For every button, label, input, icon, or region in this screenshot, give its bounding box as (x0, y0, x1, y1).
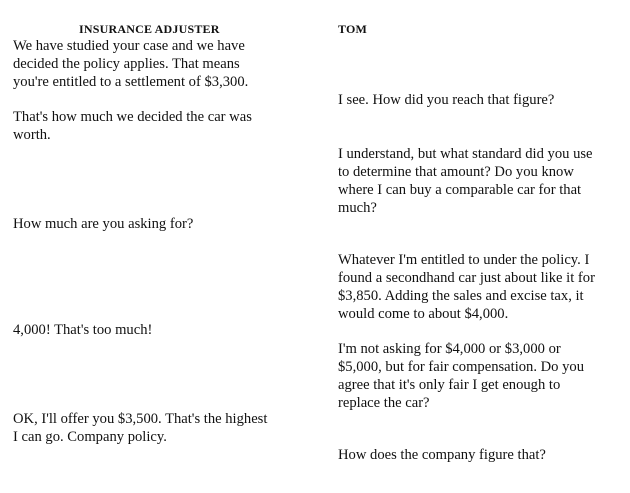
adjuster-line: decided the policy applies. That means (13, 56, 240, 72)
tom-line: agree that it's only fair I get enough to (338, 377, 561, 393)
tom-line: How does the company figure that? (338, 447, 546, 463)
tom-line: found a secondhand car just about like it for (338, 270, 595, 286)
tom-line: $3,850. Adding the sales and excise tax, it (338, 288, 584, 304)
adjuster-line: 4,000! That's too much! (13, 322, 153, 338)
adjuster-line: That's how much we decided the car was (13, 109, 252, 125)
tom-line: Whatever I'm entitled to under the policy. I (338, 252, 590, 268)
adjuster-column-header: INSURANCE ADJUSTER (79, 22, 220, 36)
tom-line: replace the car? (338, 395, 430, 411)
adjuster-line: worth. (13, 127, 51, 143)
adjuster-line: We have studied your case and we have (13, 38, 245, 54)
tom-column-header: TOM (338, 22, 368, 36)
tom-line: I understand, but what standard did you use (338, 146, 593, 162)
tom-line: $5,000, but for fair compensation. Do you (338, 359, 585, 375)
adjuster-line: you're entitled to a settlement of $3,300. (13, 74, 249, 90)
adjuster-line: I can go. Company policy. (13, 429, 167, 445)
tom-line: would come to about $4,000. (338, 306, 509, 322)
tom-line: to determine that amount? Do you know (338, 164, 574, 180)
tom-line: much? (338, 200, 377, 216)
adjuster-line: How much are you asking for? (13, 216, 194, 232)
adjuster-line: OK, I'll offer you $3,500. That's the highest (13, 411, 268, 427)
tom-line: I'm not asking for $4,000 or $3,000 or (338, 341, 561, 357)
tom-line: I see. How did you reach that figure? (338, 92, 555, 108)
tom-line: where I can buy a comparable car for that (338, 182, 582, 198)
